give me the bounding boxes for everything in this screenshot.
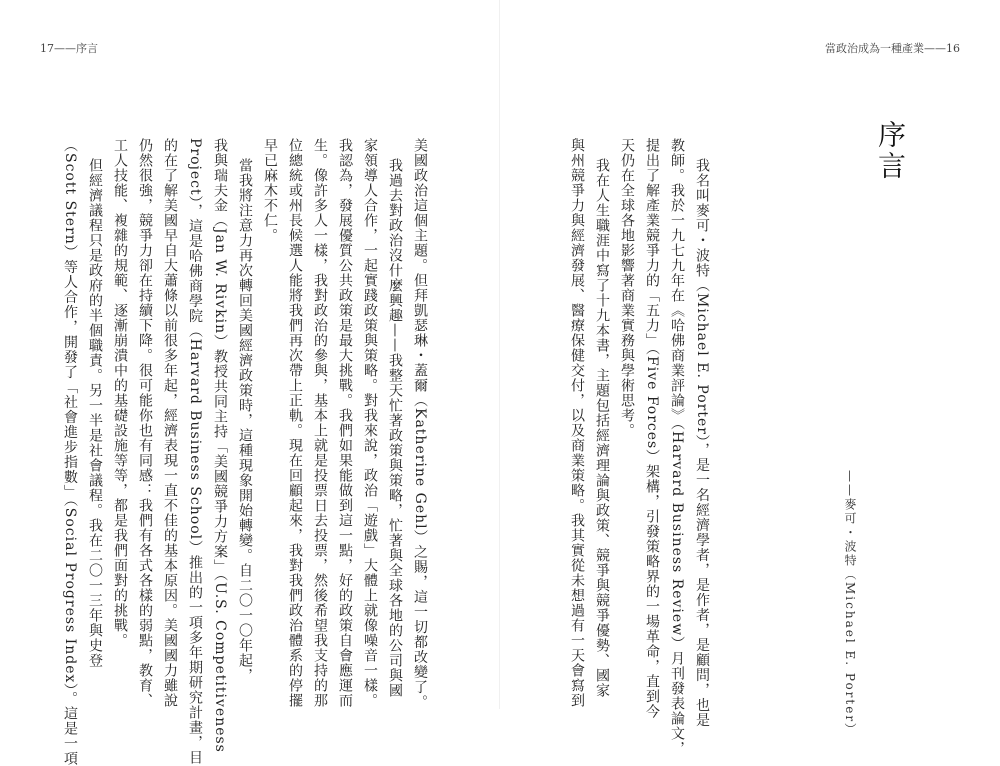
text-column: 我與瑞夫金（Jan W. Rivkin）教授共同主持「美國競爭力方案」（U.S. Competitiveness	[212, 138, 228, 753]
text-column: 位總統或州長候選人能將我們再次帶上正軌。現在回顧起來，我對我們政治體系的停擺	[287, 138, 303, 708]
text-column: 天仍在全球各地影響著商業實務與學術思考。	[619, 138, 635, 438]
text-column: 工人技能、複雜的規範、逐漸崩潰中的基礎設施等等，都是我們面對的挑戰。	[112, 138, 128, 648]
text-column: 我名叫麥可・波特（Michael E. Porter），是一名經濟學者，是作者，是顧問，也是	[694, 158, 710, 728]
text-column: 提出了解產業競爭力的「五力」（Five Forces）架構，引發策略界的一場革命，直到今	[644, 138, 660, 720]
text-column: 的在了解美國早自大蕭條以前很多年起，經濟表現一直不佳的基本原因。美國國力雖說	[162, 138, 178, 708]
text-column: 我認為，發展優質公共政策是最大挑戰。我們如果能做到這一點，好的政策自會應運而	[337, 138, 353, 708]
text-column: 我過去對政治沒什麼興趣——我整天忙著政策與策略，忙著與全球各地的公司與國	[387, 158, 403, 698]
text-column: 教師。我於一九七九年在《哈佛商業評論》（Harvard Business Review）月刊發表論文，	[669, 138, 685, 757]
text-column: 早已麻木不仁。	[262, 138, 278, 243]
text-column: 但經濟議程只是政府的半個職責。另一半是社會議程。我在二〇一三年與史登	[87, 158, 103, 668]
text-column: 家領導人合作，一起實踐政策與策略。對我來說，政治「遊戲」大體上就像噪音一樣。	[362, 138, 378, 708]
text-column: 與州競爭力與經濟發展、醫療保健交付，以及商業策略。我其實從未想過有一天會寫到	[569, 138, 585, 708]
book-gutter	[499, 0, 500, 709]
chapter-title: 序言	[874, 120, 907, 182]
text-column: 美國政治這個主題。但拜凱瑟琳・蓋爾（Katherine Gehl）之賜，這一切都改變了。	[412, 138, 428, 710]
text-column: 生。像許多人一樣，我對政治的參與，基本上就是投票日去投票，然後希望我支持的那	[312, 138, 328, 708]
text-column: 當我將注意力再次轉回美國經濟政策時，這種現象開始轉變。自二〇一〇年起，	[237, 158, 253, 683]
author-signature: ——麥可・波特（Michael E. Porter）	[843, 470, 857, 738]
text-column: Project），這是哈佛商學院（Harvard Business School）推出的一項多年期研究計畫，目	[187, 138, 203, 766]
text-column: 我在人生職涯中寫了十九本書，主題包括經濟理論與政策、競爭與競爭優勢、國家	[594, 158, 610, 698]
text-column: （Scott Stern）等人合作，開發了「社會進步指數」（Social Progress Index）。這是一項	[62, 138, 78, 766]
running-head-right: 當政治成為一種產業——16	[825, 42, 960, 55]
running-head-left: 17——序言	[40, 42, 98, 55]
text-column: 仍然很強，競爭力卻在持續下降。很可能你也有同感：我們有各式各樣的弱點，教育、	[137, 138, 153, 708]
